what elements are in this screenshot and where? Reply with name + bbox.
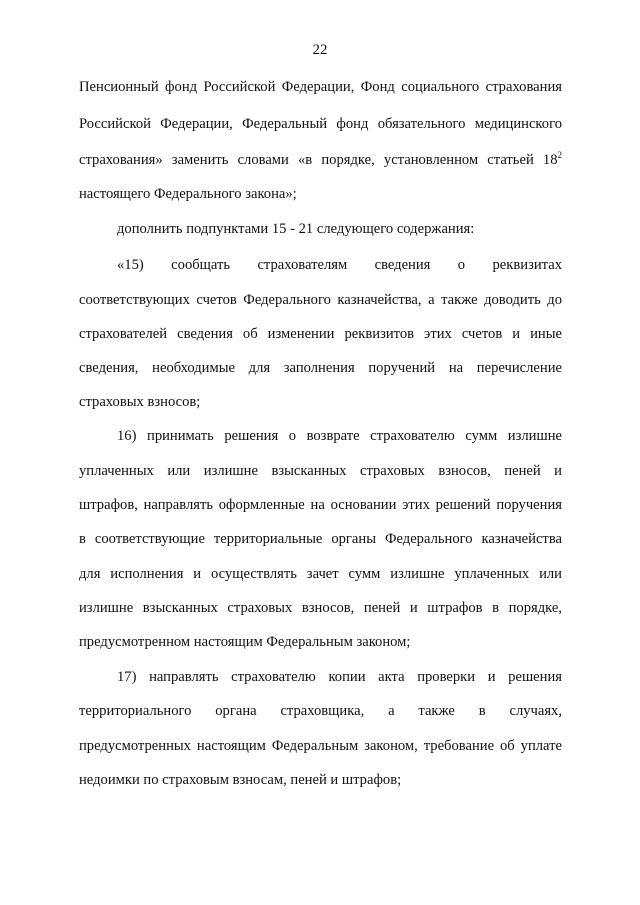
item16-line5: для исполнения и осуществлять зачет сумм излишне уплаченных или xyxy=(79,566,562,582)
item15-line2: соответствующих счетов Федерального казначейства, а также доводить до xyxy=(79,292,562,308)
item16-line2: уплаченных или излишне взысканных страховых взносов, пеней и xyxy=(79,463,562,479)
para1-line1: Пенсионный фонд Российской Федерации, Фонд социального страхования xyxy=(79,79,562,95)
item15-line1: «15) сообщать страхователям сведения о реквизитах xyxy=(117,257,562,273)
article-superscript: 2 xyxy=(557,150,562,160)
para2-line1: дополнить подпунктами 15 - 21 следующего содержания: xyxy=(117,221,475,237)
item16-line1: 16) принимать решения о возврате страхователю сумм излишне xyxy=(117,428,562,444)
item17-line3: предусмотренных настоящим Федеральным законом, требование об уплате xyxy=(79,738,562,754)
item15-line5: страховых взносов; xyxy=(79,394,201,410)
para1-line3 xyxy=(79,151,562,169)
item15-line3: страхователей сведения об изменении реквизитов этих счетов и иные xyxy=(79,326,562,342)
item17-line2: территориального органа страховщика, а также в случаях, xyxy=(79,703,562,719)
item16-line3: штрафов, направлять оформленные на основании этих решений поручения xyxy=(79,497,562,513)
item17-line1: 17) направлять страхователю копии акта проверки и решения xyxy=(117,669,562,685)
para1-line4: настоящего Федерального закона»; xyxy=(79,186,297,202)
para1-line2: Российской Федерации, Федеральный фонд обязательного медицинского xyxy=(79,116,562,132)
item16-line7: предусмотренном настоящим Федеральным законом; xyxy=(79,634,411,650)
page-number: 22 xyxy=(312,42,328,58)
item16-line4: в соответствующие территориальные органы Федерального казначейства xyxy=(79,531,562,547)
para1-line3-text: страхования» заменить словами «в порядке, установленном статьей 18 xyxy=(79,152,558,168)
item17-line4: недоимки по страховым взносам, пеней и штрафов; xyxy=(79,772,402,788)
item16-line6: излишне взысканных страховых взносов, пеней и штрафов в порядке, xyxy=(79,600,562,616)
item15-line4: сведения, необходимые для заполнения поручений на перечисление xyxy=(79,360,562,376)
